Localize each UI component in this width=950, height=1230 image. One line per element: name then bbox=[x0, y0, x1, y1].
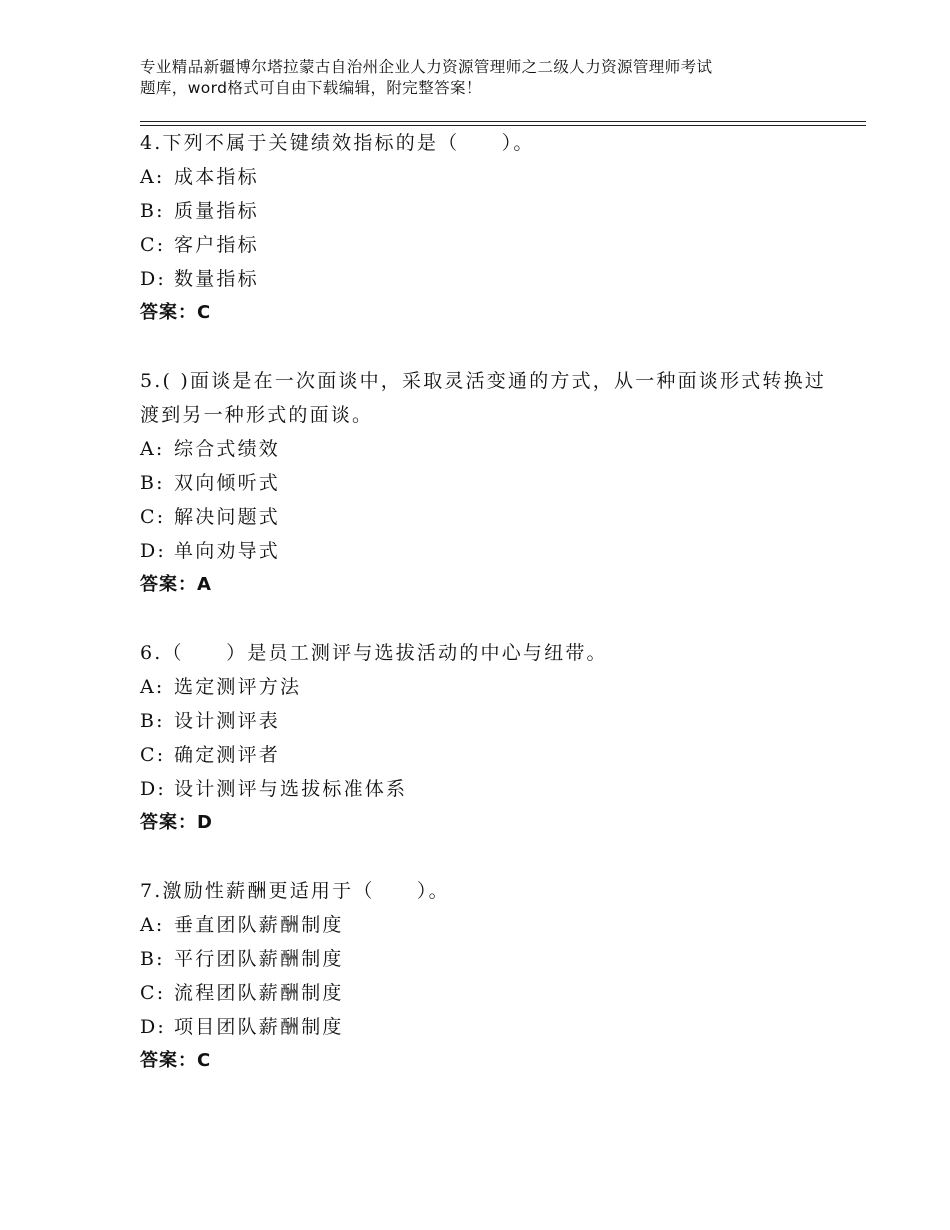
option-text: 质量指标 bbox=[174, 200, 259, 222]
option-text: 综合式绩效 bbox=[174, 438, 281, 460]
option-b bbox=[140, 194, 830, 228]
option-text: 解决问题式 bbox=[174, 506, 281, 528]
option-letter: C: bbox=[140, 234, 166, 256]
option-text: 数量指标 bbox=[174, 268, 259, 290]
option-text: 单向劝导式 bbox=[174, 540, 281, 562]
question-list bbox=[140, 126, 830, 1112]
option-text: 设计测评与选拔标准体系 bbox=[174, 778, 408, 800]
option-letter: A: bbox=[140, 676, 165, 698]
option-text: 客户指标 bbox=[174, 234, 259, 256]
option-a bbox=[140, 908, 830, 942]
question-stem: 6.（ ）是员工测评与选拔活动的中心与纽带。 bbox=[140, 642, 608, 664]
option-letter: D: bbox=[140, 268, 167, 290]
option-b bbox=[140, 942, 830, 976]
option-letter: D: bbox=[140, 1016, 167, 1038]
option-letter: D: bbox=[140, 540, 167, 562]
question-6 bbox=[140, 636, 830, 840]
option-b bbox=[140, 704, 830, 738]
option-letter: D: bbox=[140, 778, 167, 800]
option-c bbox=[140, 500, 830, 534]
question-7 bbox=[140, 874, 830, 1078]
option-letter: C: bbox=[140, 982, 166, 1004]
answer-line: 答案：A bbox=[140, 574, 212, 595]
question-stem: 4.下列不属于关键绩效指标的是（ ）。 bbox=[140, 132, 535, 154]
option-text: 流程团队薪酬制度 bbox=[174, 982, 344, 1004]
option-b bbox=[140, 466, 830, 500]
option-letter: C: bbox=[140, 506, 166, 528]
option-text: 成本指标 bbox=[174, 166, 259, 188]
question-4 bbox=[140, 126, 830, 330]
header-line-2: 题库，word格式可自由下载编辑，附完整答案！ bbox=[140, 79, 482, 97]
option-c bbox=[140, 976, 830, 1010]
question-5 bbox=[140, 364, 830, 602]
option-letter: B: bbox=[140, 472, 165, 494]
answer-line: 答案：C bbox=[140, 1050, 212, 1071]
header-divider-top bbox=[140, 121, 866, 122]
option-letter: B: bbox=[140, 710, 165, 732]
option-letter: A: bbox=[140, 914, 165, 936]
option-letter: C: bbox=[140, 744, 166, 766]
option-a bbox=[140, 432, 830, 466]
option-text: 项目团队薪酬制度 bbox=[174, 1016, 344, 1038]
question-stem: 7.激励性薪酬更适用于（ ）。 bbox=[140, 880, 450, 902]
option-d bbox=[140, 534, 830, 568]
option-letter: B: bbox=[140, 948, 165, 970]
option-c bbox=[140, 738, 830, 772]
option-c bbox=[140, 228, 830, 262]
option-d bbox=[140, 262, 830, 296]
document-header bbox=[140, 57, 840, 99]
question-stem: 5.( )面谈是在一次面谈中，采取灵活变通的方式，从一种面谈形式转换过渡到另一种形式的面谈。 bbox=[140, 370, 826, 426]
option-text: 选定测评方法 bbox=[174, 676, 302, 698]
option-letter: A: bbox=[140, 166, 165, 188]
option-letter: B: bbox=[140, 200, 165, 222]
option-text: 设计测评表 bbox=[174, 710, 281, 732]
option-text: 双向倾听式 bbox=[174, 472, 281, 494]
answer-line: 答案：C bbox=[140, 302, 212, 323]
option-a bbox=[140, 670, 830, 704]
header-line-1: 专业精品新疆博尔塔拉蒙古自治州企业人力资源管理师之二级人力资源管理师考试 bbox=[140, 58, 713, 76]
option-a bbox=[140, 160, 830, 194]
option-text: 平行团队薪酬制度 bbox=[174, 948, 344, 970]
option-d bbox=[140, 1010, 830, 1044]
option-text: 确定测评者 bbox=[174, 744, 281, 766]
option-letter: A: bbox=[140, 438, 165, 460]
option-text: 垂直团队薪酬制度 bbox=[174, 914, 344, 936]
answer-line: 答案：D bbox=[140, 812, 213, 833]
option-d bbox=[140, 772, 830, 806]
